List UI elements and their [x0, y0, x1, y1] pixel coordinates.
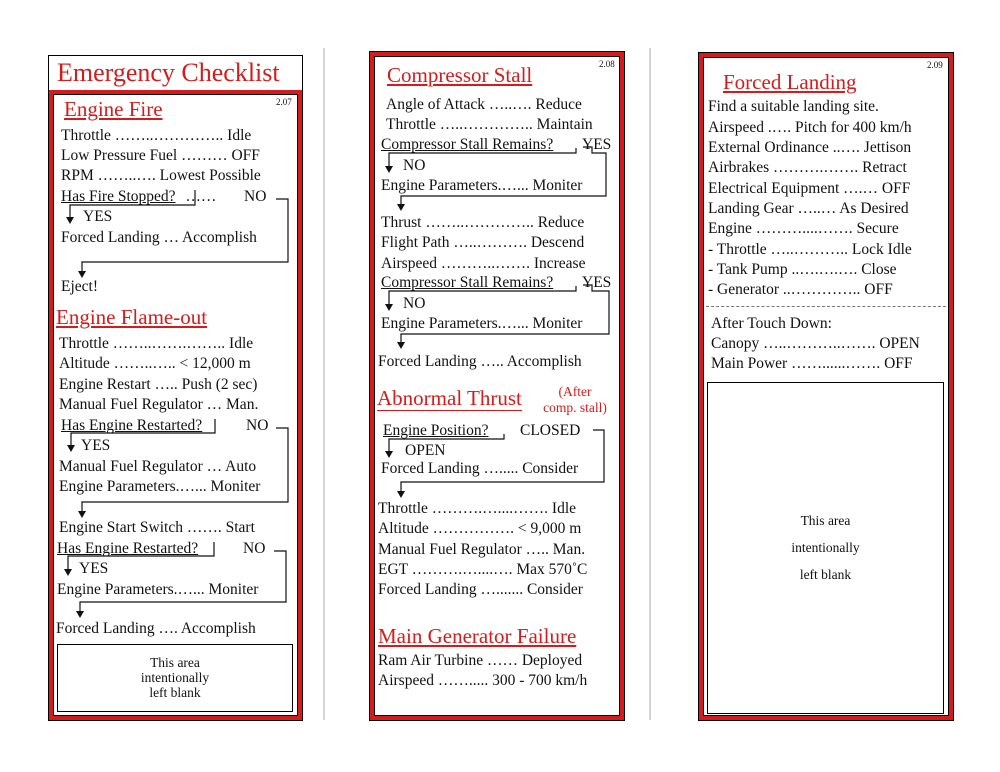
blank-text: intentionally	[140, 670, 210, 685]
section-divider	[706, 306, 946, 307]
final-action: Forced Landing ….. Accomplish	[378, 353, 582, 370]
abnormal-thrust-note	[537, 384, 613, 416]
page-number: 2.08	[599, 59, 615, 69]
checklist-item: Engine ………....……. Secure	[708, 220, 899, 237]
question-dots: ……	[185, 188, 217, 205]
checklist-item: - Tank Pump ..….….…. Close	[708, 261, 897, 278]
branch-yes-label: YES	[582, 136, 612, 153]
blank-area	[707, 382, 944, 714]
blank-text: intentionally	[791, 540, 860, 555]
decision-question: Has Engine Restarted?	[57, 540, 199, 557]
checklist-item: Throttle ……….…....……. Idle	[378, 500, 577, 517]
branch-closed-label: CLOSED	[520, 422, 581, 439]
branch-yes-label: YES	[81, 437, 111, 454]
checklist-item: Engine Parameters.…... Moniter	[59, 478, 261, 495]
decision-question: Engine Position?	[383, 422, 489, 439]
decision-question: Has Engine Restarted?	[61, 417, 203, 434]
branch-no-label: NO	[244, 188, 267, 205]
checklist-item: External Ordinance ..…. Jettison	[708, 139, 912, 156]
checklist-item: Canopy …..………..……. OPEN	[711, 335, 920, 352]
note-line: (After	[558, 384, 592, 399]
branch-open-label: OPEN	[405, 442, 446, 459]
checklist-item: Throttle …..………….. Maintain	[386, 116, 593, 133]
branch-yes-label: YES	[582, 274, 612, 291]
checklist-item: Airspeed ……..... 300 - 700 km/h	[378, 672, 588, 689]
checklist-title: Emergency Checklist	[57, 58, 280, 87]
heading-engine-flame-out: Engine Flame-out	[56, 305, 208, 329]
branch-no-label: NO	[403, 157, 426, 174]
checklist-item: Engine Parameters.…... Moniter	[57, 581, 259, 598]
heading-compressor-stall: Compressor Stall	[387, 63, 533, 87]
checklist-item: Landing Gear …..… As Desired	[708, 200, 909, 217]
checklist-item: Forced Landing … Accomplish	[61, 229, 257, 246]
heading-forced-landing: Forced Landing	[723, 70, 857, 94]
heading-engine-fire: Engine Fire	[64, 97, 163, 121]
checklist-item: - Generator ..………….. OFF	[708, 281, 893, 298]
checklist-item: - Throttle …..……….. Lock Idle	[708, 241, 912, 258]
checklist-item: Thrust ……..………….. Reduce	[381, 214, 585, 231]
panel-separator	[649, 48, 651, 720]
checklist-item: Engine Start Switch ……. Start	[59, 519, 255, 536]
final-action: Eject!	[61, 278, 99, 295]
note-line: comp. stall)	[543, 400, 607, 415]
checklist-item: Forced Landing …..... Consider	[381, 460, 579, 477]
checklist-item: Airbrakes ……….……. Retract	[708, 159, 907, 176]
branch-yes-label: YES	[79, 560, 109, 577]
heading-after-touch-down: After Touch Down:	[711, 315, 832, 332]
checklist-item: Find a suitable landing site.	[708, 98, 879, 115]
checklist-item: Altitude ……..….. < 12,000 m	[59, 355, 251, 372]
checklist-item: Engine Restart ….. Push (2 sec)	[59, 376, 258, 393]
checklist-item: Throttle ……..………….. Idle	[61, 127, 252, 144]
checklist-item: Airspeed .…. Pitch for 400 km/h	[708, 119, 912, 136]
decision-question: Compressor Stall Remains?	[381, 136, 554, 153]
blank-text: This area	[150, 655, 200, 670]
branch-no-label: NO	[403, 295, 426, 312]
page-number: 2.07	[276, 97, 292, 107]
checklist-item: Low Pressure Fuel ……… OFF	[61, 147, 260, 164]
branch-no-label: NO	[246, 417, 269, 434]
checklist-item: Throttle ……..…….…….. Idle	[59, 335, 254, 352]
decision-question	[61, 188, 216, 206]
checklist-item: Forced Landing …....... Consider	[378, 581, 583, 598]
checklist-item: Angle of Attack …..…. Reduce	[386, 96, 582, 113]
checklist-item: EGT ……….…....…. Max 570˚C	[378, 561, 588, 578]
checklist-item: Engine Parameters.…... Moniter	[381, 177, 583, 194]
checklist-item: Main Power ……......……. OFF	[711, 355, 913, 372]
decision-question: Compressor Stall Remains?	[381, 274, 554, 291]
branch-yes-label: YES	[83, 208, 113, 225]
checklist-item: Manual Fuel Regulator ….. Man.	[378, 541, 586, 558]
checklist-item: Altitude ……………. < 9,000 m	[378, 520, 582, 537]
blank-text: left blank	[149, 685, 201, 700]
heading-abnormal-thrust: Abnormal Thrust	[377, 386, 522, 410]
question-text: Has Fire Stopped?	[61, 188, 176, 205]
blank-area	[57, 644, 293, 712]
checklist-item: Ram Air Turbine …… Deployed	[378, 652, 583, 669]
checklist-item: Manual Fuel Regulator … Auto	[59, 458, 257, 475]
heading-main-generator-failure: Main Generator Failure	[378, 624, 577, 648]
panel-separator	[323, 48, 325, 720]
checklist-item: Flight Path …..………. Descend	[381, 234, 585, 251]
blank-text: This area	[800, 513, 851, 528]
branch-no-label: NO	[243, 540, 266, 557]
blank-text: left blank	[799, 567, 852, 582]
checklist-item: RPM ……..…. Lowest Possible	[61, 167, 261, 184]
final-action: Forced Landing …. Accomplish	[56, 620, 256, 637]
checklist-item: Electrical Equipment ….… OFF	[708, 180, 911, 197]
checklist-item: Airspeed ………..……. Increase	[381, 255, 586, 272]
checklist-item: Manual Fuel Regulator … Man.	[59, 396, 259, 413]
checklist-item: Engine Parameters.…... Moniter	[381, 315, 583, 332]
page-number: 2.09	[927, 60, 943, 70]
